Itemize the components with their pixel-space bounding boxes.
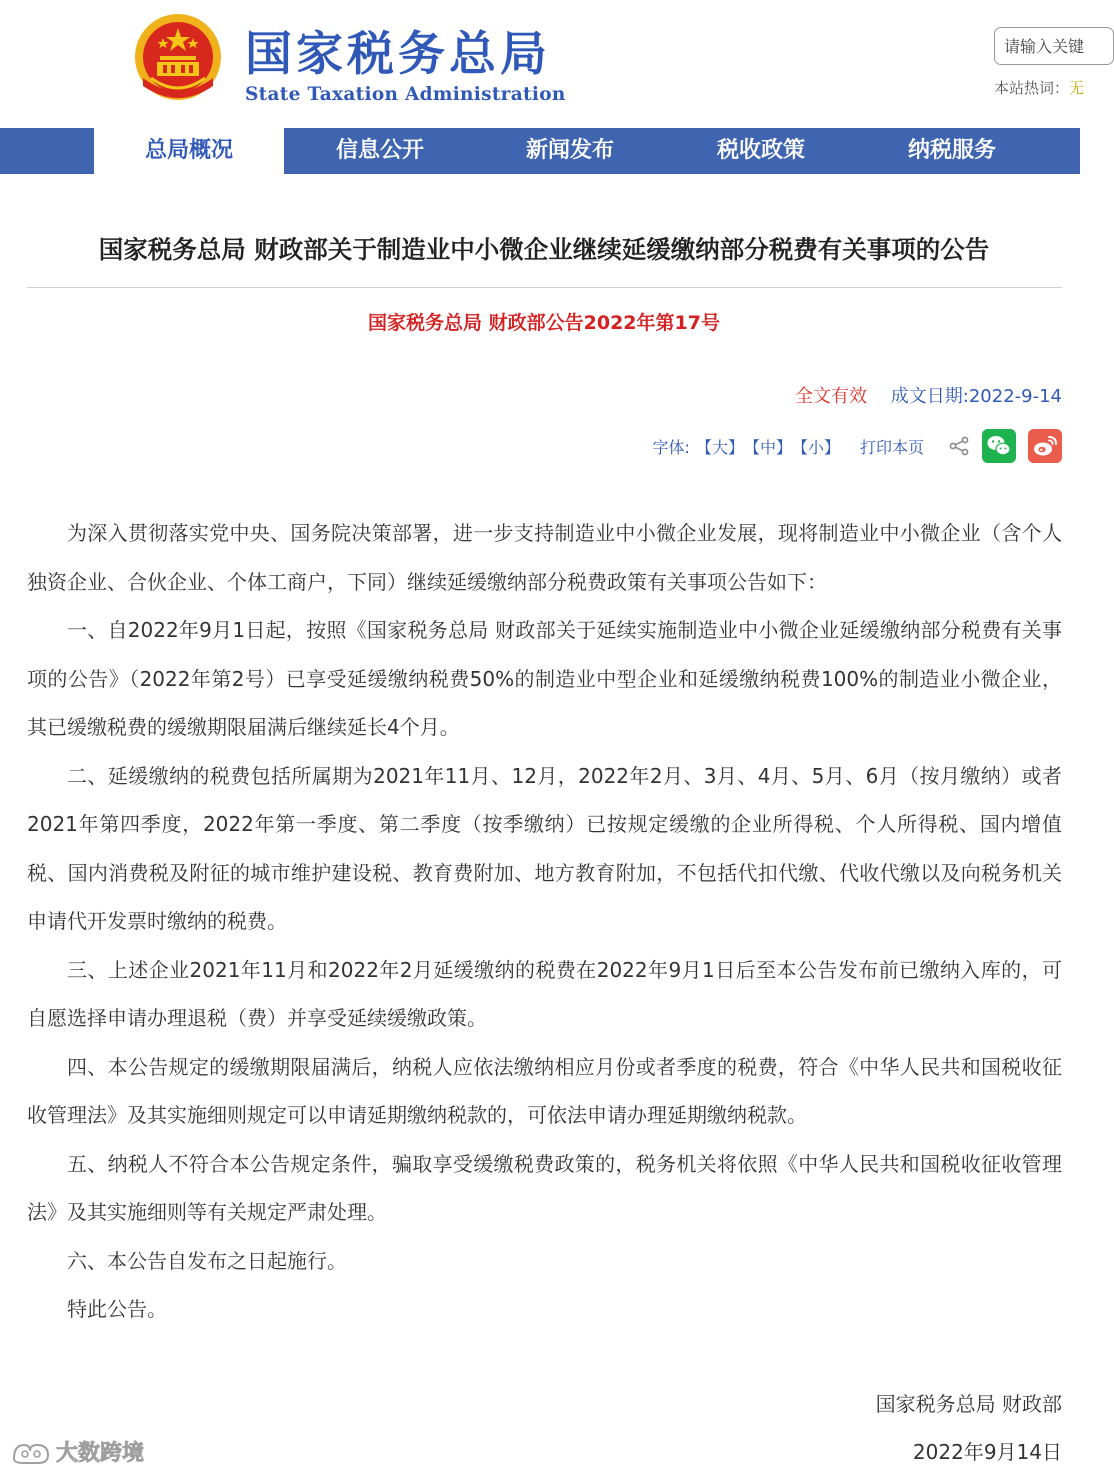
nav-item-info-disclosure[interactable]: 信息公开 (335, 138, 424, 163)
paragraph-2: 二、延缓缴纳的税费包括所属期为2021年11月、12月，2022年2月、3月、4月、5月、6月（按月缴纳）或者2021年第四季度，2022年第一季度、第二季度（按季缴纳）已按规定缓缴的企业所得税、个人所得税、国内增值税、国内消费税及附征的城市维护建设税、教育费附加、地方教育附加，不包括代扣代缴、代收代缴以及向税务机关申请代开发票时缴纳的税费。 (27, 763, 1062, 933)
article-tools (653, 426, 1062, 466)
paragraph-1: 一、自2022年9月1日起，按照《国家税务总局 财政部关于延续实施制造业中小微企业延缓缴纳部分税费有关事项的公告》（2022年第2号）已享受延缓缴纳税费50%的制造业中型企业和延缓缴纳税费100%的制造业小微企业，其已缓缴税费的缓缴期限届满后继续延长4个月。 (27, 618, 1062, 739)
search-input[interactable] (994, 27, 1114, 65)
validity-status: 全文有效 (795, 386, 868, 407)
paragraph-3: 三、上述企业2021年11月和2022年2月延缓缴纳的税费在2022年9月1日后至本公告发布前已缴纳入库的，可自愿选择申请办理退税（费）并享受延续缓缴政策。 (27, 957, 1062, 1030)
signatory: 国家税务总局 财政部 (875, 1392, 1062, 1416)
hot-word-link[interactable]: 无 (1069, 79, 1085, 97)
nav-item-overview[interactable]: 总局概况 (94, 128, 284, 174)
paragraph-intro: 为深入贯彻落实党中央、国务院决策部署，进一步支持制造业中小微企业发展，现将制造业中小微企业（含个人独资企业、合伙企业、个体工商户，下同）继续延缓缴纳部分税费政策有关事项公告如下： (27, 521, 1062, 594)
print-page-button[interactable]: 打印本页 (859, 437, 924, 457)
watermark (10, 1436, 144, 1467)
nav-item-news[interactable]: 新闻发布 (525, 138, 614, 163)
font-size-large-button[interactable]: 【大】 (695, 437, 744, 457)
paragraph-5: 五、纳税人不符合本公告规定条件，骗取享受缓缴税费政策的，税务机关将依照《中华人民共和国税收征收管理法》及其实施细则等有关规定严肃处理。 (27, 1151, 1062, 1224)
nav-item-taxpayer-service[interactable]: 纳税服务 (907, 138, 996, 163)
sign-date: 2022年9月14日 (912, 1440, 1062, 1464)
article-meta (795, 382, 1062, 412)
font-size-small-button[interactable]: 【小】 (791, 437, 840, 457)
share-icon[interactable] (948, 435, 970, 457)
date-value: 2022-9-14 (968, 386, 1062, 407)
font-size-medium-button[interactable]: 【中】 (743, 437, 792, 457)
paragraph-4: 四、本公告规定的缓缴期限届满后，纳税人应依法缴纳相应月份或者季度的税费，符合《中华人民共和国税收征收管理法》及其实施细则规定可以申请延期缴纳税款的，可依法申请办理延期缴纳税款。 (27, 1054, 1062, 1127)
wechat-share-icon[interactable] (982, 429, 1016, 463)
main-nav (0, 128, 1080, 174)
hot-words (994, 77, 1084, 98)
paragraph-closing: 特此公告。 (67, 1297, 167, 1321)
site-subtitle: State Taxation Administration (245, 84, 566, 105)
watermark-logo-icon (10, 1437, 52, 1467)
title-divider (27, 287, 1062, 288)
site-title[interactable]: 国家税务总局 (245, 27, 551, 82)
watermark-text: 大数跨境 (56, 1441, 145, 1466)
font-size-label: 字体: (652, 437, 690, 457)
article-body (27, 509, 1062, 1334)
weibo-share-icon[interactable] (1028, 429, 1062, 463)
hot-words-label: 本站热词： (994, 79, 1070, 97)
article-title: 国家税务总局 财政部关于制造业中小微企业继续延缓缴纳部分税费有关事项的公告 (98, 235, 990, 264)
date-label: 成文日期: (890, 386, 969, 407)
document-number: 国家税务总局 财政部公告2022年第17号 (368, 312, 720, 334)
paragraph-6: 六、本公告自发布之日起施行。 (67, 1248, 347, 1273)
site-header (0, 0, 1085, 128)
nav-item-tax-policy[interactable]: 税收政策 (716, 138, 805, 163)
national-emblem-icon[interactable] (133, 12, 223, 106)
